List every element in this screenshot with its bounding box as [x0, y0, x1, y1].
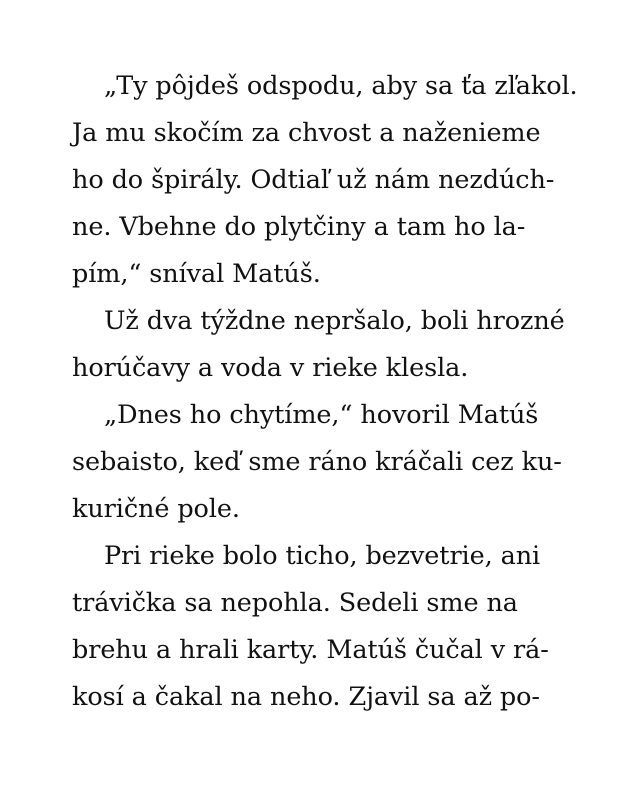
- text-line: sebaisto, keď sme ráno kráčali cez ku-: [72, 447, 562, 477]
- text-line: ne. Vbehne do plytčiny a tam ho la-: [72, 212, 526, 242]
- text-line: brehu a hrali karty. Matúš čučal v rá-: [72, 635, 549, 665]
- text-line: kosí a čakal na neho. Zjavil sa až po-: [72, 682, 540, 712]
- text-line: pím,“ sníval Matúš.: [72, 259, 321, 289]
- text-line: Už dva týždne nepršalo, boli hrozné: [104, 306, 565, 336]
- text-line: ho do špirály. Odtiaľ už nám nezdúch-: [72, 165, 555, 195]
- text-line: „Dnes ho chytíme,“ hovoril Matúš: [104, 400, 539, 430]
- text-line: „Ty pôjdeš odspodu, aby sa ťa zľakol.: [104, 71, 578, 101]
- text-line: trávička sa nepohla. Sedeli sme na: [72, 588, 518, 618]
- text-line: kuričné pole.: [72, 494, 240, 524]
- text-line: Ja mu skočím za chvost a naženieme: [72, 118, 541, 148]
- text-line: Pri rieke bolo ticho, bezvetrie, ani: [104, 541, 541, 571]
- body-text: [72, 63, 640, 721]
- text-line: horúčavy a voda v rieke klesla.: [72, 353, 469, 383]
